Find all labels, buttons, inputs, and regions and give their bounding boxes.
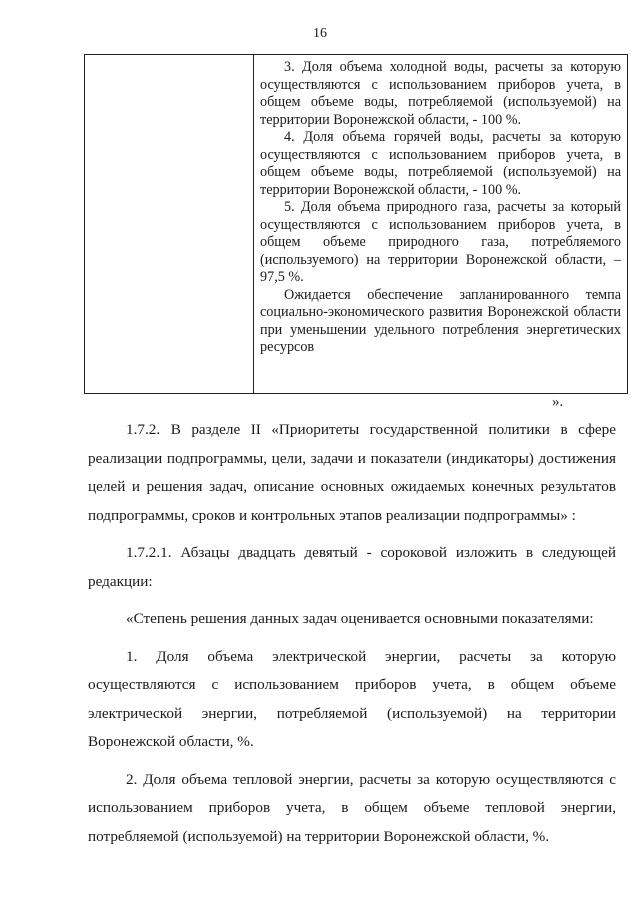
indicator-thermal-energy: 2. Доля объема тепловой энергии, расчеты за которую осуществляются с использованием приборов учета, в общем объеме тепловой энергии, потребляемой (используемой) на территории Воронежской области, %. [88,770,616,845]
table-row [85,55,628,394]
body-text [88,416,616,851]
indicator-natural-gas: 5. Доля объема природного газа, расчеты за который осуществляются с использованием приборов учета, в общем объеме природного газа, потребляемого (используемого) на территории Воронежской области, – 97,5 %. [260,199,621,285]
table-left-cell [85,55,254,394]
closing-quote: ». [552,394,564,410]
page-number: 16 [313,26,327,41]
indicators-table [84,54,628,394]
indicator-hot-water: 4. Доля объема горячей воды, расчеты за которую осуществляются с использованием приборов учета, в общем объеме воды, потребляемой (используемой) на территории Воронежской области, - 100 %. [260,129,621,198]
expected-outcome: Ожидается обеспечение запланированного темпа социально-экономического развития Воронежской области при уменьшении удельного потребления энергетических ресурсов [260,286,621,355]
paragraph-1-7-2-1: 1.7.2.1. Абзацы двадцать девятый - сороковой изложить в следующей редакции: [88,544,616,590]
table-right-cell [254,55,628,394]
paragraph-1-7-2: 1.7.2. В разделе II «Приоритеты государственной политики в сфере реализации подпрограммы, цели, задачи и показатели (индикаторы) достижения целей и решения задач, описание основных ожидаемых конечных результатов подпрограммы, сроков и контрольных этапов реализации подпрограммы» : [88,421,616,524]
indicator-cold-water: 3. Доля объема холодной воды, расчеты за которую осуществляются с использованием приборов учета, в общем объеме воды, потребляемой (используемой) на территории Воронежской области, - 100 %. [260,59,621,128]
paragraph-indicators-intro: «Степень решения данных задач оценивается основными показателями: [126,610,594,627]
indicator-electric-energy: 1. Доля объема электрической энергии, расчеты за которую осуществляются с использованием приборов учета, в общем объеме электрической энергии, потребляемой (используемой) на территории Воронежской области, %. [88,647,616,750]
